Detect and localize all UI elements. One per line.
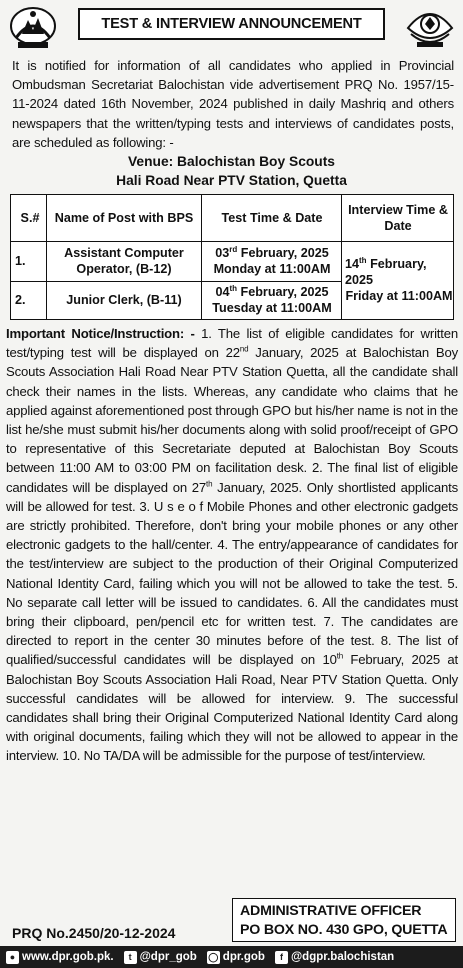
table-divider xyxy=(341,195,342,319)
row2-test-time: Tuesday at 11:00AM xyxy=(212,301,332,315)
website-link[interactable]: ● www.dpr.gob.pk. xyxy=(6,951,114,964)
venue-line-2: Hali Road Near PTV Station, Quetta xyxy=(116,173,347,188)
venue xyxy=(0,152,463,190)
row2-test xyxy=(205,281,339,319)
row1-post-line1: Assistant Computer xyxy=(64,246,184,260)
interview-date xyxy=(345,241,453,319)
row1-post xyxy=(51,241,197,281)
social-bar xyxy=(0,946,463,968)
row1-post-line2: Operator, (B-12) xyxy=(76,262,172,276)
twitter-icon: t xyxy=(124,951,137,964)
row1-sno: 1. xyxy=(15,254,26,268)
venue-line-1: Venue: Balochistan Boy Scouts xyxy=(127,154,335,169)
officer-title: ADMINISTRATIVE OFFICER xyxy=(240,903,422,919)
notice-heading: Important Notice/Instruction: - xyxy=(6,326,195,341)
table-divider xyxy=(201,195,202,319)
officer-address: PO BOX NO. 430 GPO, QUETTA xyxy=(240,922,448,938)
instagram-icon: ◯ xyxy=(208,951,219,962)
row2-post: Junior Clerk, (B-11) xyxy=(66,293,182,307)
interview-date-line1: 14th February, 2025 xyxy=(345,255,427,287)
ombudsman-crest-icon xyxy=(403,4,457,52)
government-emblem-icon xyxy=(6,4,60,52)
row1-test-time: Monday at 11:00AM xyxy=(213,262,331,276)
row1-test xyxy=(205,241,339,281)
instagram-link[interactable]: ◯ dpr.gob xyxy=(208,951,265,963)
globe-icon: ● xyxy=(6,951,19,964)
intro-paragraph: It is notified for information of all candidates who applied in Provincial Ombudsman Secretariat Balochistan vide advertisement PRQ No. 1957/15-11-2024 dated 16th November, 2024 published in daily Mashriq and others newspapers that the written/typing tests and interviews of candidates posts, are scheduled as following: - xyxy=(12,58,454,150)
interview-date-line2: Friday at 11:00AM xyxy=(345,289,453,303)
header-sno: S.# xyxy=(20,211,40,225)
header-post: Name of Post with BPS xyxy=(54,211,194,225)
table-divider xyxy=(46,195,47,319)
notice-paragraph: Important Notice/Instruction: - 1. The list of eligible candidates for written test/typing test will be displayed on 22nd January, 2025 at Balochistan Boy Scouts Association Hali Road Near PTV Station Quetta, all the candidate shall check their names in the lists. Whereas, any candidate who claims that he applied against aforementioned post through GPO but his/her name is not in the list he/she must submit his/her documents along with solid proof/receipt of GPO to representative of this Secretariate deputed at Balochistan Boy Scouts between 11:00 AM to 03:00 PM on facilitation desk. 2. The final list of eligible candidates will be displayed on 27th January, 2025. Only shortlisted applicants will be allowed for test. 3. U s e o f Mobile Phones and other electronic gadgets are strictly prohibited. Therefore, don't bring your mobile phones or any other electronic gadgets to the hall/center. 4. The entry/appearance of candidates for the test/interview are subject to the production of their Original Computerized National Identity Card, failing which you will not be allowed to take the test. 5. No separate call letter will be issued to candidates. 6. All the candidates must bring their clipboard, pen/pencil etc for written test. 7. The candidates are directed to report in the center 30 minutes before of the test. 8. The list of qualified/successful candidates will be displayed on 10th February, 2025 at Balochistan Boy Scouts Association Hali Road, Near PTV Station Quetta. Only successful candidates will be allowed for interview. 9. The successful candidates shall bring their Original Computerized National Identity Card along with original documents, failing which they will not be allowed to appear in the interview. 10. No TA/DA will be admissible for the purpose of test/interview. xyxy=(6,326,459,764)
header-interview: Interview Time & Date xyxy=(348,203,448,233)
row2-sno: 2. xyxy=(15,293,26,307)
row1-test-date: 03rd February, 2025 xyxy=(215,244,329,260)
header xyxy=(0,0,463,56)
officer-address-box xyxy=(232,898,456,942)
announcement-title: TEST & INTERVIEW ANNOUNCEMENT xyxy=(78,8,385,40)
twitter-link[interactable]: t @dpr_gob xyxy=(124,951,197,964)
facebook-icon: f xyxy=(275,951,288,964)
header-test: Test Time & Date xyxy=(221,211,323,225)
row2-test-date: 04th February, 2025 xyxy=(215,283,329,299)
facebook-link[interactable]: f @dgpr.balochistan xyxy=(275,951,394,964)
schedule-table xyxy=(10,194,454,320)
prq-number: PRQ No.2450/20-12-2024 xyxy=(12,925,176,941)
